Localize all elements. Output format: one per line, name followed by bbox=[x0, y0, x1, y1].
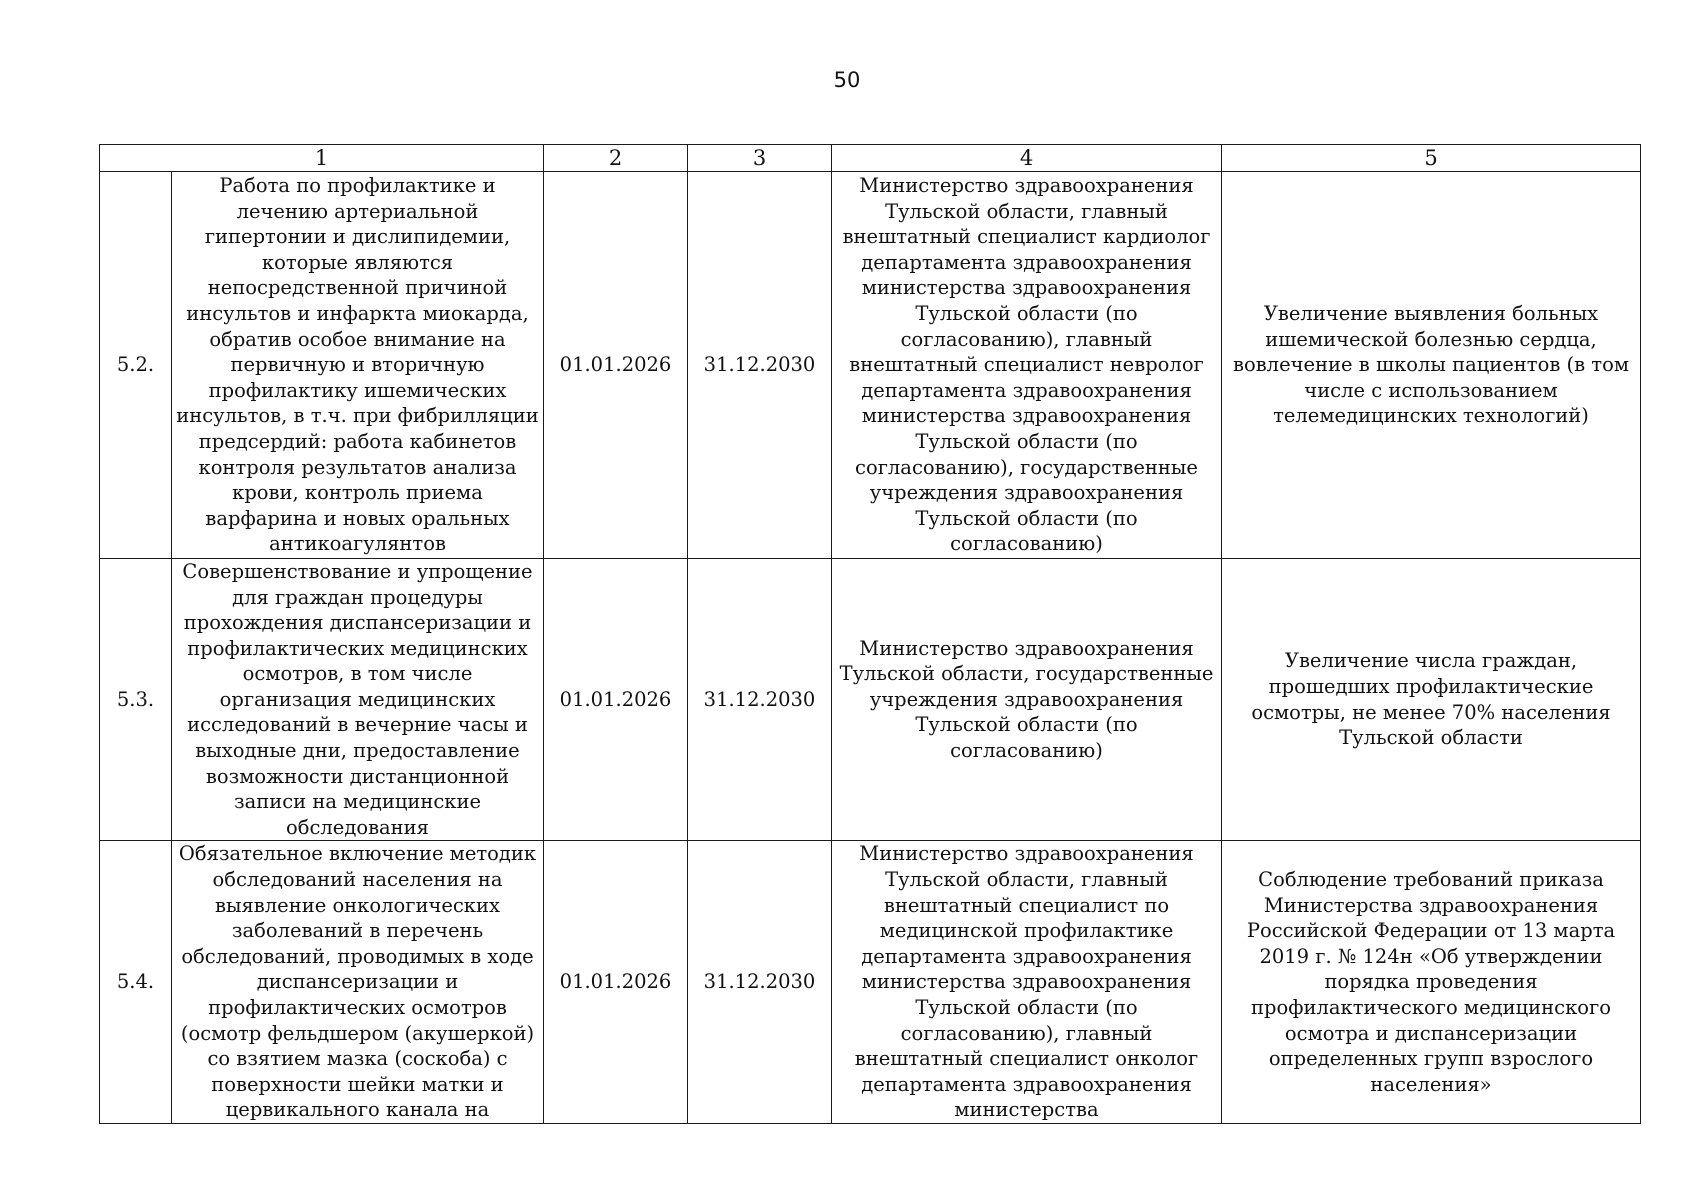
table-row bbox=[100, 841, 1641, 1124]
table-header-row bbox=[100, 145, 1641, 172]
start-date: 01.01.2026 bbox=[544, 172, 688, 559]
end-date: 31.12.2030 bbox=[688, 172, 832, 559]
result-text: Увеличение выявления больных ишемической болезнью сердца, вовлечение в школы пациентов (в том числе с использованием телемедицинских технологий) bbox=[1232, 301, 1629, 428]
start-date: 01.01.2026 bbox=[544, 841, 688, 1124]
table-row bbox=[100, 558, 1641, 841]
measure-description bbox=[172, 172, 544, 559]
measures-table bbox=[99, 144, 1641, 1124]
header-col-3: 3 bbox=[688, 145, 832, 172]
measure-description bbox=[172, 558, 544, 841]
measure-description bbox=[172, 841, 544, 1124]
executors bbox=[832, 172, 1222, 559]
executors bbox=[832, 558, 1222, 841]
measure-text: Обязательное включение методик обследований населения на выявление онкологических заболеваний в перечень обследований, проводимых в ходе диспансеризации и профилактических осмотров (осмотр фельдшером (акушеркой) со взятием мазка (соскоба) с поверхности шейки матки и цервикального канала на bbox=[178, 842, 537, 1122]
expected-result bbox=[1222, 172, 1641, 559]
row-number: 5.2. bbox=[100, 172, 172, 559]
result-text: Соблюдение требований приказа Министерства здравоохранения Российской Федерации от 13 марта 2019 г. № 124н «Об утверждении порядка проведения профилактического медицинского осмотра и диспансеризации определенных групп взрослого населения» bbox=[1246, 868, 1616, 1096]
measure-text: Совершенствование и упрощение для граждан процедуры прохождения диспансеризации и профилактических медицинских осмотров, в том числе организация медицинских исследований в вечерние часы и выходные дни, предоставление возможности дистанционной записи на медицинские обследования bbox=[182, 559, 533, 839]
header-col-1: 1 bbox=[100, 145, 544, 172]
header-col-2: 2 bbox=[544, 145, 688, 172]
end-date: 31.12.2030 bbox=[688, 841, 832, 1124]
end-date: 31.12.2030 bbox=[688, 558, 832, 841]
header-col-5: 5 bbox=[1222, 145, 1641, 172]
page-number: 50 bbox=[833, 68, 861, 92]
row-number: 5.3. bbox=[100, 558, 172, 841]
executors bbox=[832, 841, 1222, 1124]
measure-text: Работа по профилактике и лечению артериальной гипертонии и дислипидемии, которые являются непосредственной причиной инсультов и инфаркта миокарда, обратив особое внимание на первичную и вторичную профилактику ишемических инсультов, в т.ч. при фибрилляции предсердий: работа кабинетов контроля результатов анализа крови, контроль приема варфарина и новых оральных антикоагулянтов bbox=[176, 174, 539, 556]
result-text: Увеличение числа граждан, прошедших профилактические осмотры, не менее 70% населения Тульской области bbox=[1251, 649, 1611, 750]
executors-text: Министерство здравоохранения Тульской области, главный внештатный специалист по медицинской профилактике департамента здравоохранения министерства здравоохранения Тульской области (по согласованию), главный внештатный специалист онколог департамента здравоохранения министерства bbox=[854, 842, 1199, 1122]
start-date: 01.01.2026 bbox=[544, 558, 688, 841]
header-col-4: 4 bbox=[832, 145, 1222, 172]
table-row bbox=[100, 172, 1641, 559]
row-number: 5.4. bbox=[100, 841, 172, 1124]
expected-result bbox=[1222, 558, 1641, 841]
executors-text: Министерство здравоохранения Тульской области, государственные учреждения здравоохранения Тульской области (по согласованию) bbox=[839, 636, 1214, 763]
expected-result bbox=[1222, 841, 1641, 1124]
executors-text: Министерство здравоохранения Тульской области, главный внештатный специалист кардиолог департамента здравоохранения министерства здравоохранения Тульской области (по согласованию), главный внештатный специалист невролог департамента здравоохранения министерства здравоохранения Тульской области (по согласованию), государственные учреждения здравоохранения Тульской области (по согласованию) bbox=[842, 174, 1211, 556]
